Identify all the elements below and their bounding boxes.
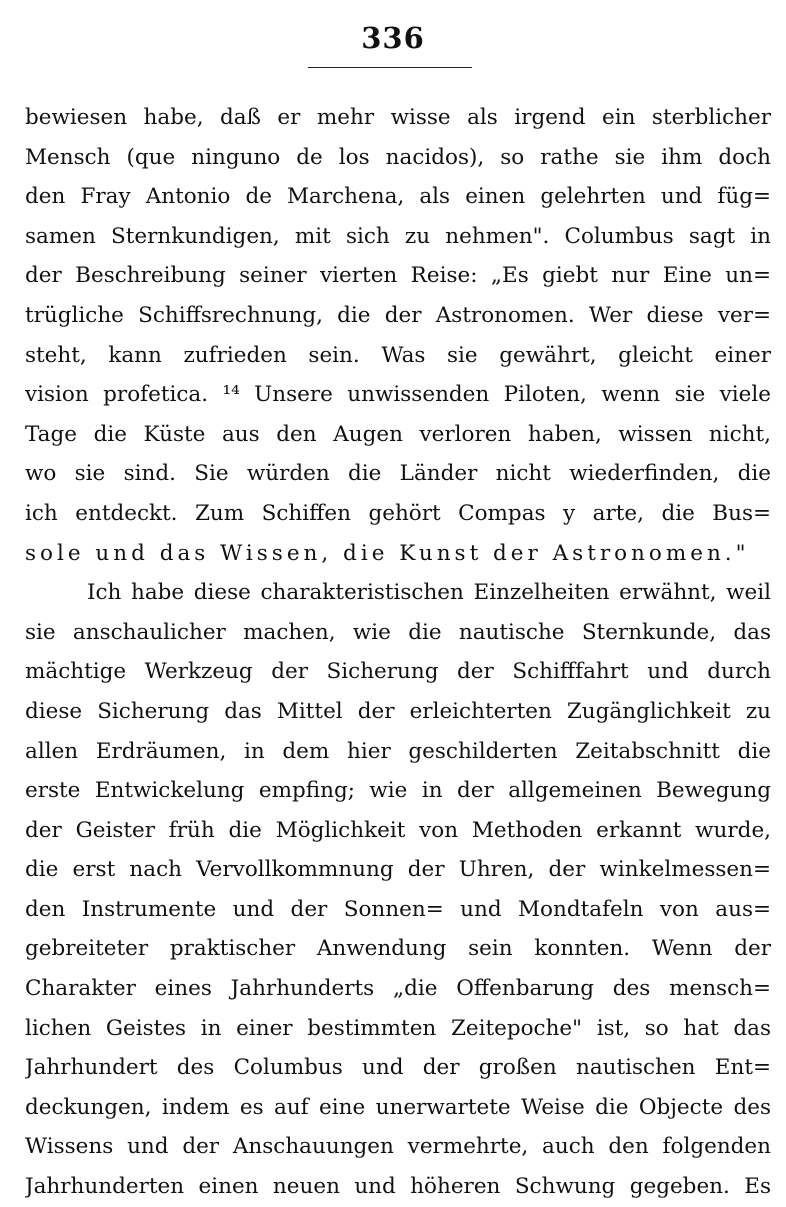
- text-line: bewiesen habe, daß er mehr wisse als irgend ein sterblicher: [25, 105, 771, 130]
- body-text: [25, 98, 771, 1207]
- text-line: der Geister früh die Möglichkeit von Methoden erkannt wurde,: [25, 817, 771, 843]
- text-line: samen Sternkundigen, mit sich zu nehmen". Columbus sagt in: [25, 223, 771, 249]
- text-line: ich entdeckt. Zum Schiffen gehört Compas y arte, die Bus=: [25, 500, 771, 526]
- text-line: Jahrhunderten einen neuen und höheren Schwung gegeben. Es: [25, 1174, 771, 1200]
- text-line: lichen Geistes in einer bestimmten Zeitepoche" ist, so hat das: [25, 1015, 771, 1041]
- text-line: der Beschreibung seiner vierten Reise: „Es giebt nur Eine un=: [25, 263, 771, 289]
- text-line: Jahrhundert des Columbus und der großen nautischen Ent=: [25, 1055, 771, 1081]
- text-line: sole und das Wissen, die Kunst der Astronomen.": [25, 540, 750, 566]
- text-line: trügliche Schiffsrechnung, die der Astronomen. Wer diese ver=: [25, 302, 771, 328]
- text-line: diese Sicherung das Mittel der erleichterten Zugänglichkeit zu: [25, 698, 771, 724]
- text-line: allen Erdräumen, in dem hier geschilderten Zeitabschnitt die: [25, 738, 771, 764]
- text-line: sie anschaulicher machen, wie die nautische Sternkunde, das: [25, 619, 771, 645]
- text-line: den Instrumente und der Sonnen= und Mondtafeln von aus=: [25, 896, 771, 922]
- text-line: erste Entwickelung empfing; wie in der allgemeinen Bewegung: [25, 778, 771, 804]
- text-line: die erst nach Vervollkommnung der Uhren, der winkelmessen=: [25, 857, 771, 883]
- text-line: den Fray Antonio de Marchena, als einen gelehrten und füg=: [25, 184, 771, 210]
- text-line: steht, kann zufrieden sein. Was sie gewährt, gleicht einer: [25, 342, 771, 368]
- text-line: deckungen, indem es auf eine unerwartete Weise die Objecte des: [25, 1094, 771, 1120]
- text-line: Wissens und der Anschauungen vermehrte, auch den folgenden: [25, 1134, 771, 1160]
- text-line: vision profetica. ¹⁴ Unsere unwissenden Piloten, wenn sie viele: [25, 382, 771, 408]
- page-number: 336: [361, 21, 425, 55]
- text-line: wo sie sind. Sie würden die Länder nicht wiederfinden, die: [25, 461, 771, 487]
- text-line: mächtige Werkzeug der Sicherung der Schifffahrt und durch: [25, 659, 771, 685]
- text-line: Tage die Küste aus den Augen verloren haben, wissen nicht,: [25, 421, 771, 447]
- header-rule: [308, 67, 472, 68]
- text-line: Charakter eines Jahrhunderts „die Offenbarung des mensch=: [25, 976, 771, 1002]
- text-line: gebreiteter praktischer Anwendung sein konnten. Wenn der: [25, 936, 771, 962]
- text-line: Mensch (que ninguno de los nacidos), so rathe sie ihm doch: [25, 144, 771, 170]
- paragraph-start-line: Ich habe diese charakteristischen Einzelheiten erwähnt, weil: [87, 580, 771, 606]
